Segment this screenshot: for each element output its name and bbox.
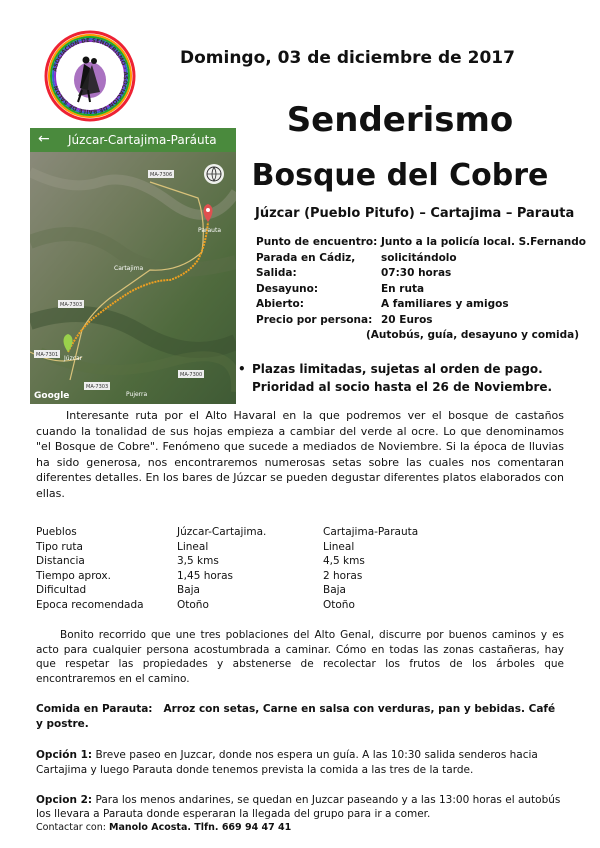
option-1-text: Breve paseo en Juzcar, donde nos espera un guía. A las 10:30 salida senderos hacia Cartajima y luego Parauta donde tenemos prevista la comida a las tres de la tarde. — [36, 749, 538, 776]
route-description — [36, 628, 564, 686]
table-cell: Lineal — [177, 540, 209, 553]
detail-value: A familiares y amigos — [381, 298, 509, 310]
road-label-ma7303: MA-7303 — [60, 302, 83, 308]
note-line — [238, 378, 588, 396]
intro-paragraph — [36, 408, 564, 501]
table-cell: Baja — [177, 584, 200, 596]
option-1-label: Opción 1: — [36, 749, 93, 761]
detail-row — [256, 298, 586, 314]
table-row — [36, 584, 556, 599]
road-label-ma7306: MA-7306 — [150, 172, 173, 178]
lunch-info — [36, 702, 564, 731]
table-cell: Epoca recomendada — [36, 598, 144, 611]
map-header — [30, 128, 236, 152]
map-title: Júzcar-Cartajima-Paráuta — [68, 133, 217, 147]
detail-row — [256, 236, 586, 252]
arrow-left-icon[interactable]: ← — [38, 131, 50, 147]
event-details — [256, 236, 586, 345]
road-label-ma7303b: MA-7303 — [86, 384, 109, 390]
detail-label: Desayuno: — [256, 282, 319, 295]
option-1 — [36, 748, 564, 778]
table-row — [36, 555, 556, 570]
table-row — [36, 526, 556, 541]
table-row — [36, 599, 556, 614]
table-cell: Tiempo aprox. — [36, 569, 111, 582]
lunch-label: Comida en Parauta: — [36, 703, 153, 715]
detail-label: Precio por persona: — [256, 313, 373, 326]
map-label-pujerra: Pujerra — [126, 391, 148, 398]
table-cell: Dificultad — [36, 584, 87, 596]
route-towns: Júzcar (Pueblo Pitufo) – Cartajima – Parauta — [255, 206, 575, 221]
detail-label: Salida: — [256, 267, 297, 279]
table-cell: 1,45 horas — [177, 569, 234, 582]
contact-value: Manolo Acosta. Tlfn. 669 94 47 41 — [109, 822, 292, 833]
detail-label: Parada en Cádiz, — [256, 251, 356, 264]
detail-value: solicitándolo — [381, 251, 457, 264]
event-date: Domingo, 03 de diciembre de 2017 — [180, 48, 515, 68]
lunch-text: Arroz con setas, Carne en salsa con verduras, pan y bebidas. Café y postre. — [36, 703, 556, 730]
intro-text: Interesante ruta por el Alto Havaral en la que podremos ver el bosque de castaños cuando la tonalidad de sus hojas empieza a cambiar del verde al ocre. Lo que denominamos "el Bosque de Cobre". Fenómeno que sucede a mediados de Noviembre. Si la época de lluvias ha sido generosa, nos encontraremos numerosas setas sobre las cuales nos comentaran diferentes detalles. En los bares de Júzcar se pueden degustar diferentes platos elaborados con ellas. — [36, 409, 564, 500]
map-label-parauta: Parauta — [198, 227, 222, 234]
contact-info — [36, 822, 564, 833]
association-logo — [44, 30, 136, 122]
detail-row — [256, 252, 586, 268]
detail-row — [256, 329, 586, 345]
globe-icon[interactable] — [204, 164, 224, 184]
detail-row — [256, 283, 586, 299]
table-cell: Pueblos — [36, 526, 77, 538]
table-row — [36, 570, 556, 585]
map-terrain — [30, 152, 236, 404]
detail-row — [256, 314, 586, 330]
table-cell: Tipo ruta — [36, 540, 83, 553]
table-cell: Distancia — [36, 555, 85, 567]
map-label-juzcar: Júzcar — [64, 355, 83, 362]
table-cell: Cartajima-Parauta — [323, 526, 419, 538]
logo-lettering: ASOCIACIÓN DE SENDERISMO · ASOCIACIÓN DE BAILE DE SALÓN — [52, 37, 129, 115]
table-cell: Otoño — [323, 598, 355, 611]
booking-notes — [238, 360, 588, 396]
route-table — [36, 526, 556, 613]
google-logo: Google — [34, 391, 70, 401]
option-2-label: Opcion 2: — [36, 794, 93, 806]
detail-value: En ruta — [381, 282, 425, 295]
table-cell: Otoño — [177, 598, 209, 611]
page-title: Senderismo — [286, 100, 514, 140]
table-cell: 2 horas — [323, 569, 363, 582]
route-description-text: Bonito recorrido que une tres poblaciones del Alto Genal, discurre por buenos caminos y es acto para cualquier persona acostumbrada a caminar. Cómo en todas las zonas castañeras, hay que respetar las propiedades y abstenerse de recolectar los frutos de los árboles que encontraremos en el camino. — [36, 629, 564, 685]
detail-label: Abierto: — [256, 298, 304, 310]
note-text: Plazas limitadas, sujetas al orden de pago. — [252, 362, 543, 376]
detail-value: 20 Euros — [381, 313, 433, 326]
detail-value: Junto a la policía local. S.Fernando — [380, 236, 586, 248]
detail-row — [256, 267, 586, 283]
table-cell: Júzcar-Cartajima. — [177, 526, 267, 538]
detail-label — [256, 329, 366, 345]
road-label-ma7300: MA-7300 — [180, 372, 203, 378]
detail-value: 07:30 horas — [381, 267, 452, 279]
map-label-cartajima: Cartajima — [114, 265, 144, 272]
note-text: Prioridad al socio hasta el 26 de Noviembre. — [252, 380, 553, 394]
table-cell: 4,5 kms — [323, 555, 365, 567]
page-subtitle: Bosque del Cobre — [251, 158, 549, 193]
table-row — [36, 541, 556, 556]
bullet: • — [238, 362, 246, 376]
contact-label: Contactar con: — [36, 822, 106, 833]
route-map — [30, 128, 236, 404]
table-cell: Lineal — [323, 540, 355, 553]
option-2-text: Para los menos andarines, se quedan en Juzcar paseando y a las 13:00 horas el autobús los llevara a Parauta donde esperaran la llegada del grupo para ir a comer. — [36, 794, 561, 820]
note-line — [238, 360, 588, 378]
table-cell: Baja — [323, 584, 346, 596]
detail-label: Punto de encuentro: — [256, 236, 378, 248]
option-2 — [36, 793, 566, 821]
detail-value: (Autobús, guía, desayuno y comida) — [366, 329, 580, 341]
road-label-ma7301: MA-7301 — [36, 352, 59, 358]
table-cell: 3,5 kms — [177, 555, 219, 567]
